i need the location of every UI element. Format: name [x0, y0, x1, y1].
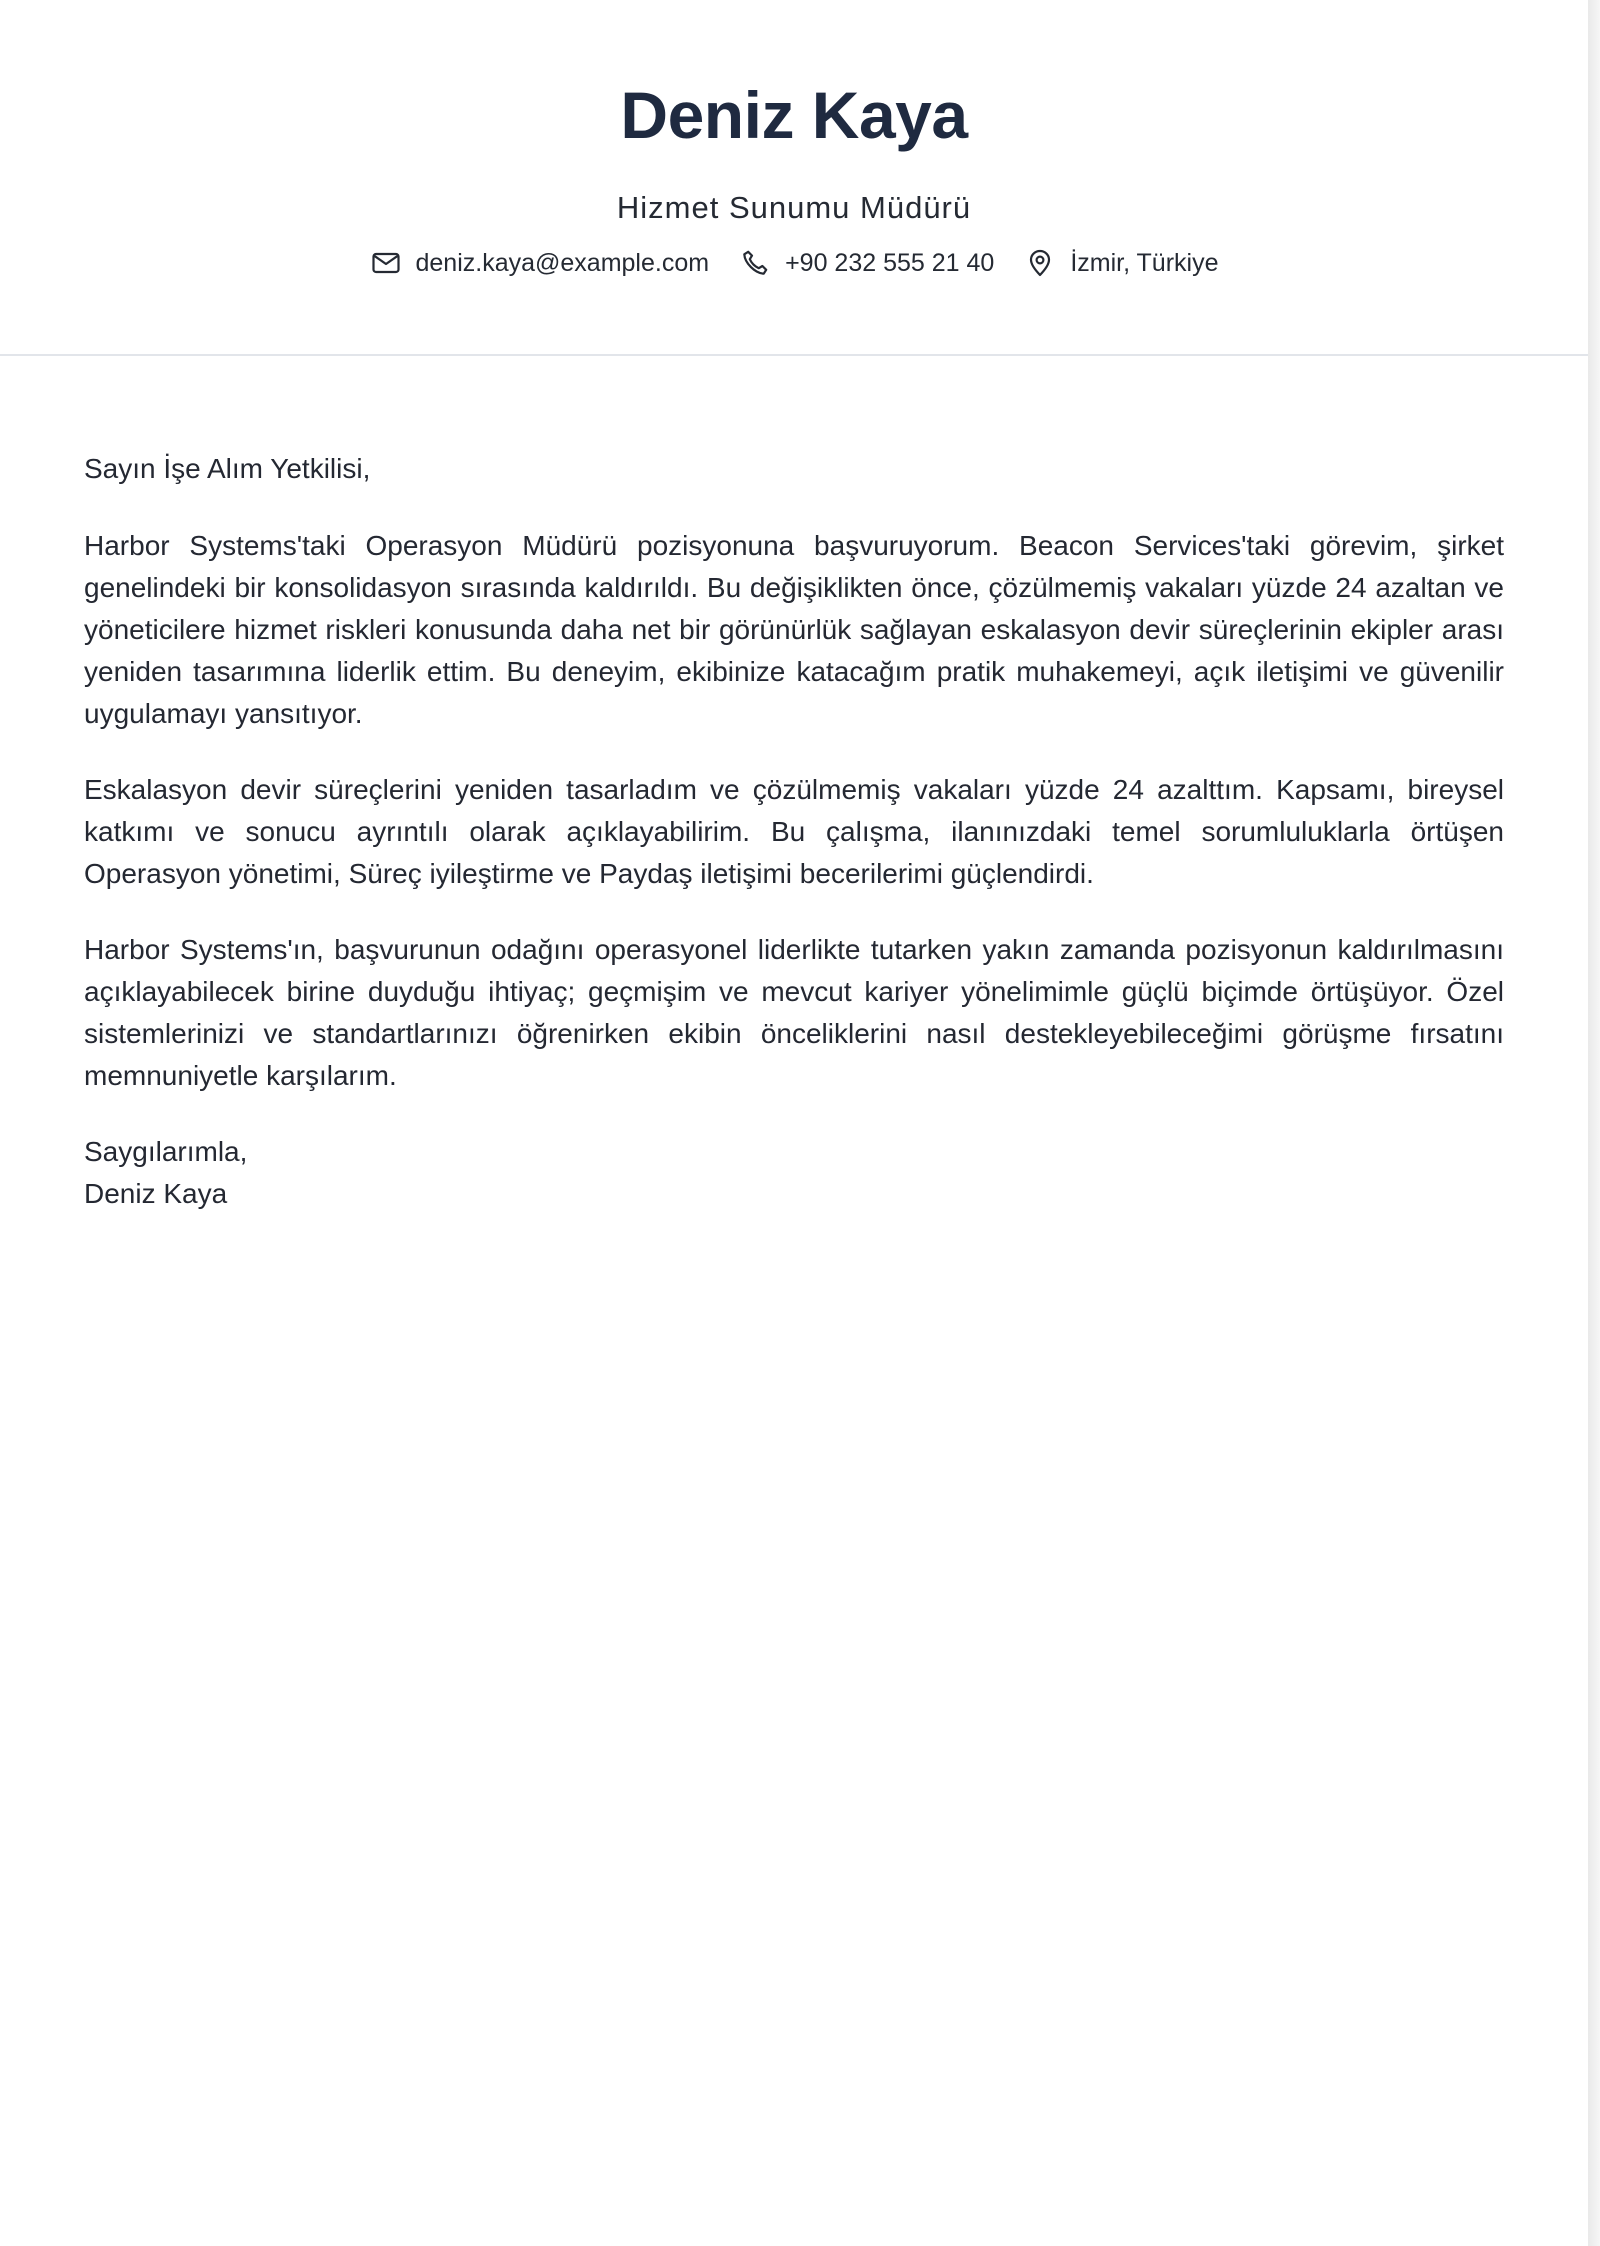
email-text: deniz.kaya@example.com [415, 249, 710, 277]
email-contact [370, 246, 710, 280]
phone-icon [739, 247, 771, 279]
body-paragraph-2: Eskalasyon devir süreçlerini yeniden tasarladım ve çözülmemiş vakaları yüzde 24 azalttım. Kapsamı, bireysel katkımı ve sonucu ayrıntılı olarak açıklayabilirim. Bu çalışma, ilanınızdaki temel sorumluluklarla örtüşen Operasyon yönetimi, Süreç iyileştirme ve Paydaş iletişimi becerilerimi güçlendirdi. [84, 774, 1504, 889]
contact-info [0, 246, 1588, 280]
candidate-name: Deniz Kaya [620, 78, 968, 152]
job-title: Hizmet Sunumu Müdürü [616, 190, 972, 225]
body-paragraph-3: Harbor Systems'ın, başvurunun odağını operasyonel liderlikte tutarken yakın zamanda pozisyonun kaldırılmasını açıklayabilecek birine duyduğu ihtiyaç; geçmişim ve mevcut kariyer yönelimimle güçlü biçimde örtüşüyor. Özel sistemlerinizi ve standartlarınızı öğrenirken ekibin önceliklerini nasıl destekleyebileceğimi görüşme fırsatını memnuniyetle karşılarım. [84, 934, 1504, 1091]
location-text: İzmir, Türkiye [1070, 249, 1219, 277]
letter-body [0, 356, 1588, 1215]
letter-header [0, 0, 1588, 356]
mail-icon [370, 247, 402, 279]
page-edge-shadow [1588, 0, 1600, 2246]
body-paragraph-1: Harbor Systems'taki Operasyon Müdürü pozisyonuna başvuruyorum. Beacon Services'taki görevim, şirket genelindeki bir konsolidasyon sırasında kaldırıldı. Bu değişiklikten önce, çözülmemiş vakaları yüzde 24 azaltan ve yöneticilere hizmet riskleri konusunda daha net bir görünürlük sağlayan eskalasyon devir süreçlerinin ekipler arası yeniden tasarımına liderlik ettim. Bu deneyim, ekibinize katacağım pratik muhakemeyi, açık iletişimi ve güvenilir uygulamayı yansıtıyor. [84, 530, 1504, 729]
salutation: Sayın İşe Alım Yetkilisi, [84, 453, 371, 484]
closing: Saygılarımla, [84, 1136, 248, 1167]
location-pin-icon [1024, 247, 1056, 279]
phone-contact [739, 246, 994, 280]
signature: Deniz Kaya [84, 1178, 228, 1209]
location-contact [1024, 246, 1218, 280]
phone-text: +90 232 555 21 40 [785, 249, 995, 277]
